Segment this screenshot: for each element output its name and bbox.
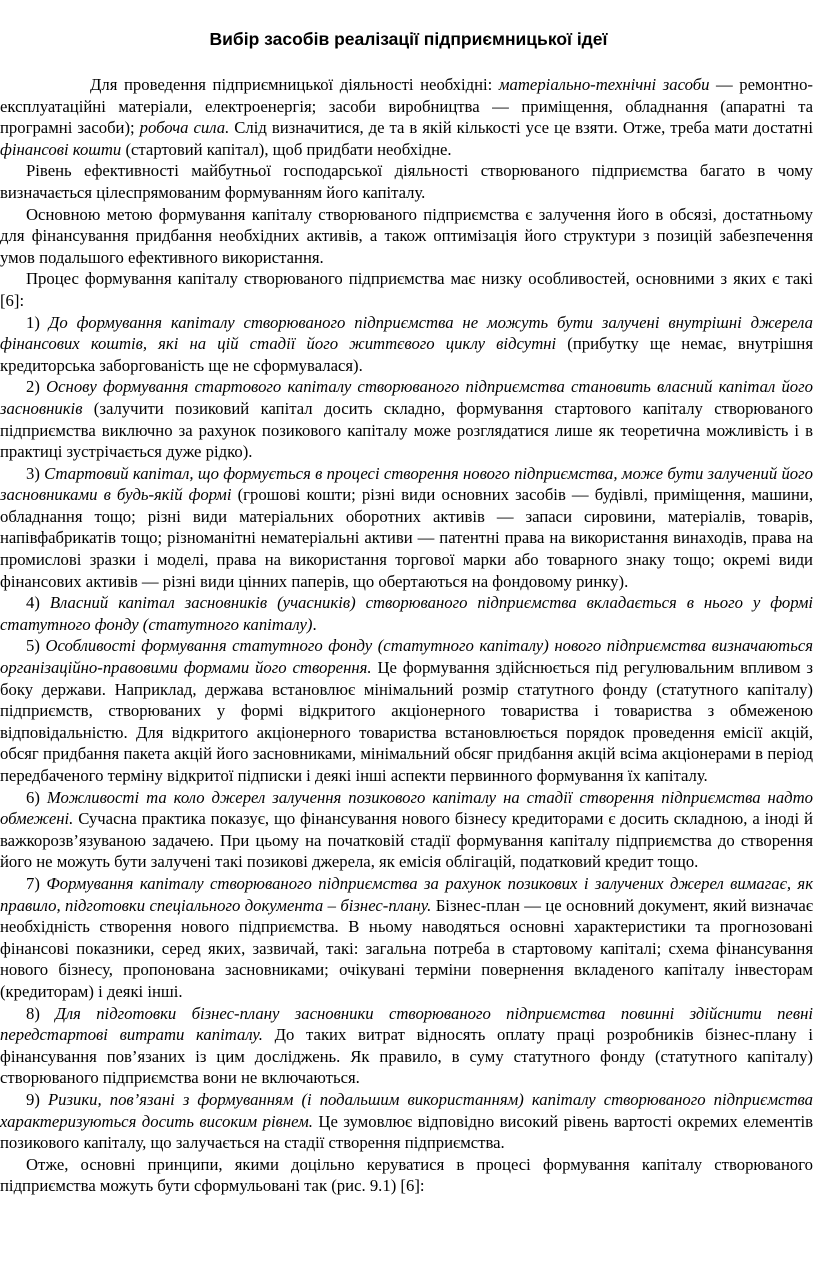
- emphasis-text: До формування капіталу створюваного підприємства не можуть бути залучені внутрішні джерела фінансових коштів, які на цій стадії його життєвого циклу відсутні: [0, 312, 813, 354]
- list-item-3: [0, 463, 813, 593]
- emphasis-text: матеріально-технічні засоби: [498, 75, 710, 94]
- text-run: Процес формування капіталу створюваного підприємства має низку особливостей, основними з яких є такі [6]:: [0, 269, 813, 310]
- text-run: (прибутку ще немає, внутрішня кредиторська заборгованість ще не сформувалася).: [0, 334, 813, 375]
- text-run: Це зумовлює відповідно високий рівень вартості окремих елементів позикового капіталу, що залучається на стадії створення підприємства.: [0, 1111, 813, 1153]
- list-item-1: [0, 312, 813, 377]
- document-page: [0, 28, 813, 1197]
- emphasis-text: робоча сила.: [139, 118, 230, 138]
- emphasis-text: Стартовий капітал, що формується в процесі створення нового підприємства, може бути залучений його засновниками в будь-якій формі: [0, 463, 813, 505]
- text-run: Для проведення підприємницької діяльності необхідні:: [90, 75, 499, 94]
- text-run: 7): [26, 873, 47, 893]
- text-run: 2): [26, 377, 47, 397]
- emphasis-text: Можливості та коло джерел залучення позикового капіталу на стадії створення підприємства надто обмежені.: [0, 787, 813, 829]
- list-item-5: [0, 635, 813, 786]
- paragraph-intro: [0, 74, 813, 160]
- text-run: Основною метою формування капіталу створюваного підприємства є залучення його в обсязі, достатньому для фінансування придбання необхідних активів, а також оптимізація його структури з позицій забезпечення умов подальшого ефективного використання.: [0, 204, 813, 267]
- document-body: [0, 74, 813, 1197]
- text-run: 1): [26, 312, 49, 332]
- text-run: Бізнес-план — це основний документ, який визначає необхідність створення нового підприємства. В ньому наводяться основні характеристики та прогнозовані фінансові показники, серед яких, зазвичай, такі: загальна потреба в стартовому капіталі; схема фінансування нового бізнесу, пропонована засновниками; очікувані терміни повернення вкладеного капіталу інвесторам (кредиторам) і деякі інші.: [0, 895, 814, 1001]
- text-run: Сучасна практика показує, що фінансування нового бізнесу кредиторами є досить складною, а іноді й важкорозв’язуваною задачею. При цьому на початковій стадії формування капіталу підприємства до створення його не можуть бути залучені такі позикові джерела, як емісія облігацій, податковий кредит тощо.: [0, 809, 813, 872]
- list-item-8: [0, 1003, 813, 1089]
- text-run: .: [312, 614, 317, 634]
- emphasis-text: фінансові кошти: [0, 139, 122, 159]
- page-title: Вибір засобів реалізації підприємницької ідеї: [209, 29, 608, 49]
- emphasis-text: Формування капіталу створюваного підприємства за рахунок позикових і залучених джерел вимагає, як правило, підготовки спеціального документа – бізнес-плану.: [0, 873, 813, 915]
- text-run: Це формування здійснюється під регулювальним впливом з боку держави. Наприклад, держава встановлює мінімальний розмір статутного фонду (статутного капіталу) підприємств, створюваних у формі відкритого акціонерного товариства і товариства з обмеженою відповідальністю. Для відкритого акціонерного товариства встановлюється порядок проведення емісії акцій, обсяг придбання пакета акцій його засновниками, мінімальний обсяг придбання акцій всіма акціонерами в період передбаченого терміну відкритої підписки і деякі інші аспекти первинного формування їх капіталу.: [0, 658, 813, 785]
- paragraph-conclusion: [0, 1154, 813, 1197]
- paragraph-efficiency: [0, 160, 813, 203]
- text-run: Отже, основні принципи, якими доцільно керуватися в процесі формування капіталу створюваного підприємства можуть бути сформульовані так (рис. 9.1) [6]:: [0, 1154, 813, 1196]
- text-run: — ремонтно-експлуатаційні матеріали, електроенергія; засоби виробництва — приміщення, обладнання (апаратні та програмні засоби);: [0, 75, 813, 138]
- paragraph-process: [0, 268, 813, 311]
- text-run: 3): [26, 463, 45, 483]
- list-item-9: [0, 1089, 813, 1154]
- emphasis-text: Власний капітал засновників (учасників) створюваного підприємства вкладається в нього у формі статутного фонду (статутного капіталу): [0, 593, 814, 634]
- text-run: (грошові кошти; різні види основних засобів — будівлі, приміщення, машини, обладнання тощо; різні види матеріальних оборотних активів — запаси сировини, матеріалів, товарів, напівфабрикатів тощо; різноманітні нематеріальні активи — патентні права на використання винаходів, права на промислові зразки і моделі, права на використання торгової марки або товарного знаку тощо; окремі види фінансових активів — різні види цінних паперів, що обертаються на фондовому ринку).: [0, 485, 814, 591]
- text-run: (залучити позиковий капітал досить складно, формування стартового капіталу створюваного підприємства виключно за рахунок позикового капіталу може розглядатися лише як теоретична можливість і в практиці зустрічається дуже рідко).: [0, 398, 813, 462]
- text-run: До таких витрат відносять оплату праці розробників бізнес-плану і фінансування пов’язаних із цим досліджень. Як правило, в суму статутного фонду (статутного капіталу) створюваного підприємства вони не включаються.: [0, 1025, 813, 1088]
- emphasis-text: Основу формування стартового капіталу створюваного підприємства становить власний капітал його засновників: [0, 377, 813, 418]
- text-run: Рівень ефективності майбутньої господарської діяльності створюваного підприємства багато в чому визначається цілеспрямованим формуванням його капіталу.: [0, 161, 813, 202]
- list-item-6: [0, 787, 813, 873]
- text-run: 6): [26, 787, 47, 807]
- list-item-7: [0, 873, 813, 1003]
- list-item-2: [0, 376, 813, 462]
- list-item-4: [0, 592, 813, 635]
- text-run: Слід визначитися, де та в якій кількості усе це взяти. Отже, треба мати достатні: [229, 118, 813, 138]
- text-run: 5): [26, 636, 46, 656]
- text-run: 4): [26, 593, 50, 613]
- text-run: (стартовий капітал), щоб придбати необхідне.: [121, 139, 452, 159]
- text-run: 9): [26, 1089, 48, 1109]
- paragraph-goal: [0, 204, 813, 269]
- emphasis-text: Особливості формування статутного фонду (статутного капіталу) нового підприємства визначаються організаційно-правовими формами його створення.: [0, 636, 813, 678]
- text-run: 8): [26, 1003, 56, 1023]
- emphasis-text: Ризики, пов’язані з формуванням (і подальшим використанням) капіталу створюваного підприємства характеризуються досить високим рівнем.: [0, 1089, 813, 1131]
- emphasis-text: Для підготовки бізнес-плану засновники створюваного підприємства повинні здійснити певні передстартові витрати капіталу.: [0, 1003, 813, 1045]
